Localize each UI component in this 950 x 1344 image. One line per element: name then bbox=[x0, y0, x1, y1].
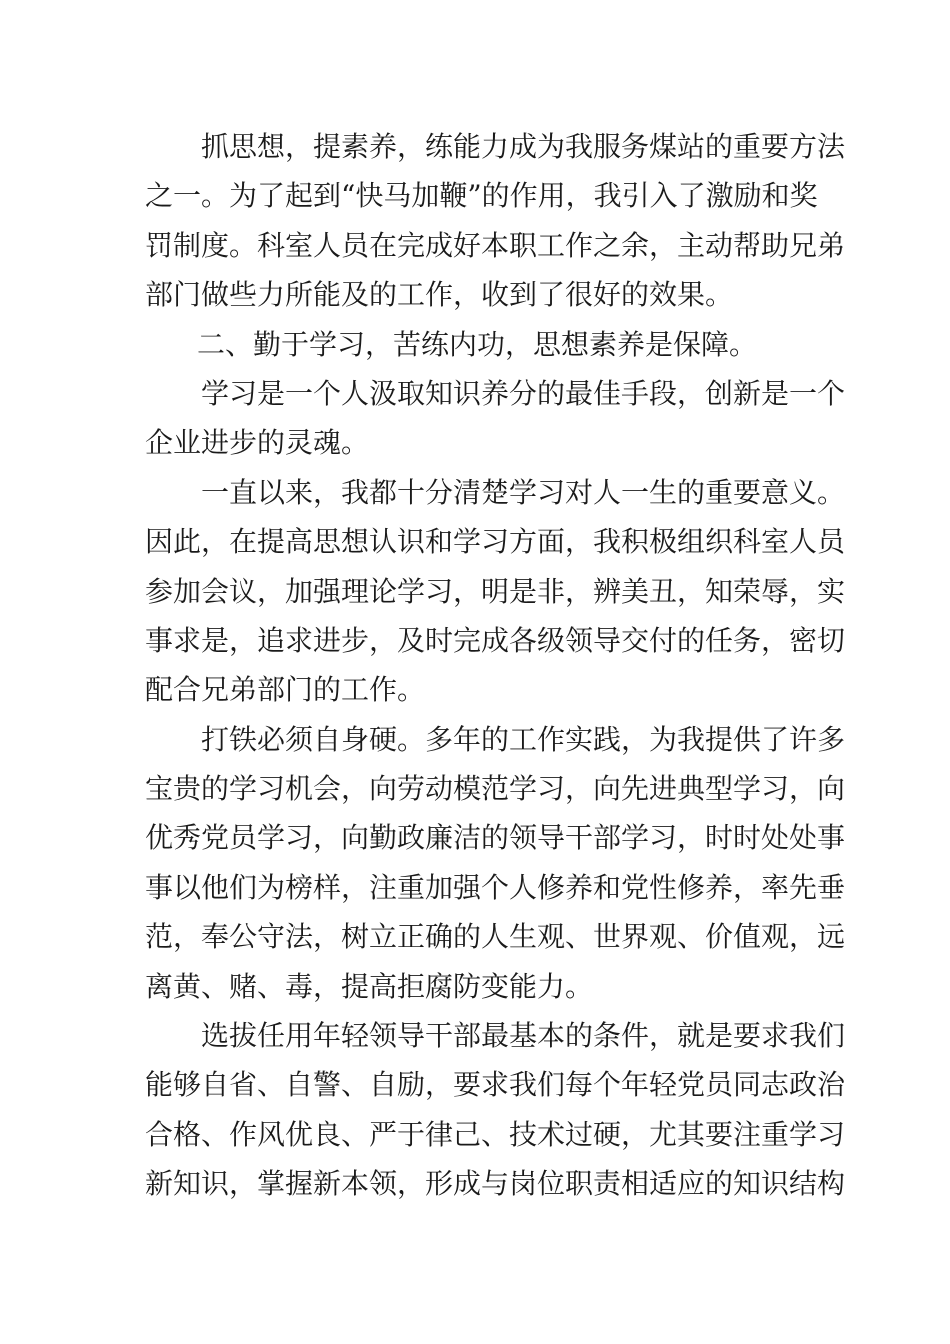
text-line: 事以他们为榜样，注重加强个人修养和党性修养，率先垂 bbox=[145, 870, 846, 904]
text-line: 能够自省、自警、自励，要求我们每个年轻党员同志政治 bbox=[145, 1068, 846, 1102]
text-line: 参加会议，加强理论学习，明是非，辨美丑，知荣辱，实 bbox=[145, 574, 846, 608]
text-line: 配合兄弟部门的工作。 bbox=[145, 673, 426, 707]
text-line: 抓思想，提素养，练能力成为我服务煤站的重要方法 bbox=[201, 130, 846, 163]
text-line: 企业进步的灵魂。 bbox=[145, 426, 370, 460]
text-line: 离黄、赌、毒，提高拒腐防变能力。 bbox=[145, 969, 594, 1003]
text-line: 一直以来，我都十分清楚学习对人一生的重要意义。 bbox=[201, 475, 846, 509]
text-line: 新知识，掌握新本领，形成与岗位职责相适应的知识结构 bbox=[145, 1167, 846, 1201]
text-line: 优秀党员学习，向勤政廉洁的领导干部学习，时时处处事 bbox=[145, 821, 846, 855]
text-line: 选拔任用年轻领导干部最基本的条件，就是要求我们 bbox=[201, 1019, 846, 1053]
text-line: 二、勤于学习，苦练内功，思想素养是保障。 bbox=[197, 327, 758, 361]
text-line: 事求是，追求进步，及时完成各级领导交付的任务，密切 bbox=[145, 623, 846, 657]
document-body bbox=[145, 122, 846, 1209]
text-line: 打铁必须自身硬。多年的工作实践，为我提供了许多 bbox=[201, 722, 846, 756]
text-line: 合格、作风优良、严于律己、技术过硬，尤其要注重学习 bbox=[145, 1117, 846, 1151]
text-line: 宝贵的学习机会，向劳动模范学习，向先进典型学习，向 bbox=[145, 772, 846, 806]
text-line: 范，奉公守法，树立正确的人生观、世界观、价值观，远 bbox=[145, 920, 846, 954]
text-line: 之一。为了起到“快马加鞭”的作用，我引入了激励和奖 bbox=[145, 179, 818, 213]
text-line: 部门做些力所能及的工作，收到了很好的效果。 bbox=[145, 278, 734, 312]
text-line: 学习是一个人汲取知识养分的最佳手段，创新是一个 bbox=[201, 376, 846, 410]
text-line: 因此，在提高思想认识和学习方面，我积极组织科室人员 bbox=[145, 525, 846, 559]
text-line: 罚制度。科室人员在完成好本职工作之余，主动帮助兄弟 bbox=[145, 228, 846, 262]
